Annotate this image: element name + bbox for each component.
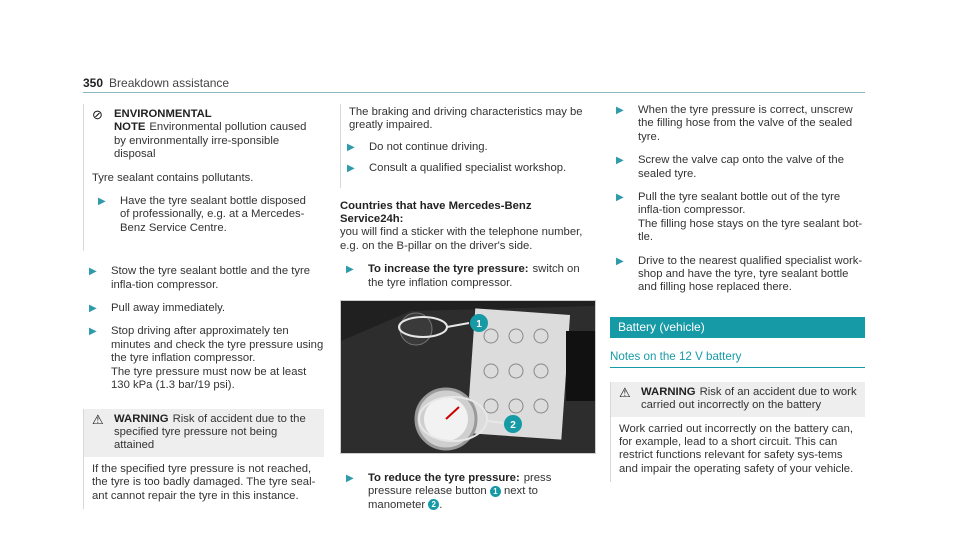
env-note-head-text: Environmental pollution caused by environmentally irre-sponsible disposal <box>114 121 307 161</box>
step-pull-away <box>83 302 324 315</box>
arrow-icon: ▶ <box>89 303 97 315</box>
env-note-label: ENVIRONMENTAL NOTE <box>114 108 212 134</box>
subsection-title: Notes on the 12 V battery <box>610 350 865 367</box>
warning-head <box>84 409 324 457</box>
step-drive-workshop <box>610 255 865 295</box>
badge-2: 2 <box>428 499 439 510</box>
section-title-battery: Battery (vehicle) <box>610 317 865 338</box>
step-text: switch on the tyre inflation compressor. <box>368 263 580 289</box>
step-label: To reduce the tyre pressure: <box>368 472 520 485</box>
callout-1: 1 <box>476 319 482 331</box>
warning-cont-text: The braking and driving characteristics may be greatly impaired. <box>349 106 583 132</box>
environment-icon: ⊘ <box>92 107 103 122</box>
step-text: Stow the tyre sealant bottle and the tyre infla-tion compressor. <box>111 265 311 291</box>
step-valve-cap <box>610 154 865 181</box>
step-text: Stop driving after approximately ten minutes and check the tyre pressure using the tyre inflation compressor. The tyre pressure must now be at least 130 kPa (1.3 bar/19 psi). <box>111 325 324 392</box>
step-text: Screw the valve cap onto the valve of the sealed tyre. <box>638 154 844 180</box>
warning-body: If the specified tyre pressure is not reached, the tyre is too badly damaged. The tyre seal-ant cannot repair the tyre in this instance. <box>92 462 316 502</box>
arrow-icon: ▶ <box>616 155 624 167</box>
warning-icon: ⚠ <box>619 384 631 400</box>
step-text: Consult a qualified specialist workshop. <box>369 162 567 175</box>
step-label: To increase the tyre pressure: <box>368 263 529 276</box>
page-header <box>83 76 229 90</box>
environmental-note <box>83 104 324 251</box>
step-reduce-pressure <box>340 472 596 512</box>
warning-head-text: Risk of accident due to the specified tyre pressure not being attained <box>114 412 306 452</box>
step-text: Do not continue driving. <box>369 140 488 153</box>
arrow-icon: ▶ <box>346 473 354 485</box>
page-number: 350 <box>83 76 104 90</box>
arrow-icon: ▶ <box>347 163 355 175</box>
arrow-icon: ▶ <box>89 266 97 278</box>
warning-continuation <box>340 104 596 188</box>
warning-step-1 <box>341 141 596 154</box>
warning-body: Work carried out incorrectly on the battery can, for example, lead to a short circuit. This can restrict functions relevant for safety sys-tems and impair the operating safety of your vehicle. <box>619 422 854 475</box>
warning-battery <box>610 382 865 482</box>
arrow-icon: ▶ <box>89 326 97 338</box>
step-text: Have the tyre sealant bottle disposed of professionally, e.g. at a Mercedes-Benz Service Centre. <box>120 195 306 234</box>
warning-head <box>611 382 865 417</box>
env-note-text: Tyre sealant contains pollutants. <box>92 171 254 184</box>
warning-tyre-pressure <box>83 409 324 509</box>
arrow-icon: ▶ <box>616 255 624 267</box>
step-text: When the tyre pressure is correct, unscrew the filling hose from the valve of the sealed tyre. <box>638 104 853 143</box>
step-pull-bottle <box>610 191 865 245</box>
compressor-illustration <box>341 301 595 453</box>
callout-2: 2 <box>510 420 516 432</box>
column-3 <box>610 104 865 482</box>
step-stop-driving <box>83 325 324 392</box>
page-section-title: Breakdown assistance <box>109 76 230 90</box>
step-increase-pressure <box>340 263 596 290</box>
countries-text: you will find a sticker with the telephone number, e.g. on the B-pillar on the driver's side. <box>340 226 583 252</box>
column-2 <box>340 104 596 522</box>
badge-1: 1 <box>490 486 501 497</box>
step-text: Pull the tyre sealant bottle out of the tyre infla-tion compressor. The filling hose stays on the tyre sealant bot-tle. <box>638 191 863 244</box>
step-text: Drive to the nearest qualified specialist work-shop and have the tyre, tyre sealant bottle and filling hose replaced there. <box>638 254 863 294</box>
countries-heading: Countries that have Mercedes-Benz Service24h: <box>340 199 532 226</box>
arrow-icon: ▶ <box>347 141 355 153</box>
env-note-step <box>92 195 318 235</box>
compressor-photo <box>340 300 596 454</box>
warning-label: WARNING <box>641 385 696 398</box>
step-unscrew-hose <box>610 104 865 144</box>
header-divider <box>83 92 865 93</box>
env-note-body <box>84 166 324 236</box>
arrow-icon: ▶ <box>616 192 624 204</box>
warning-step-2 <box>341 162 596 175</box>
warning-label: WARNING <box>114 412 169 425</box>
warning-head-text: Risk of an accident due to work carried out incorrectly on the battery <box>641 385 857 412</box>
column-1 <box>83 104 324 509</box>
countries-paragraph <box>340 200 596 254</box>
period: . <box>439 498 443 511</box>
step-text-a: press pressure release button <box>368 472 552 498</box>
arrow-icon: ▶ <box>98 196 106 208</box>
step-stow <box>83 265 324 292</box>
arrow-icon: ▶ <box>346 264 354 276</box>
warning-icon: ⚠ <box>92 411 104 427</box>
env-note-head <box>84 104 324 166</box>
arrow-icon: ▶ <box>616 105 624 116</box>
step-text: Pull away immediately. <box>111 302 226 315</box>
step-text-b: next to manometer <box>368 485 538 511</box>
